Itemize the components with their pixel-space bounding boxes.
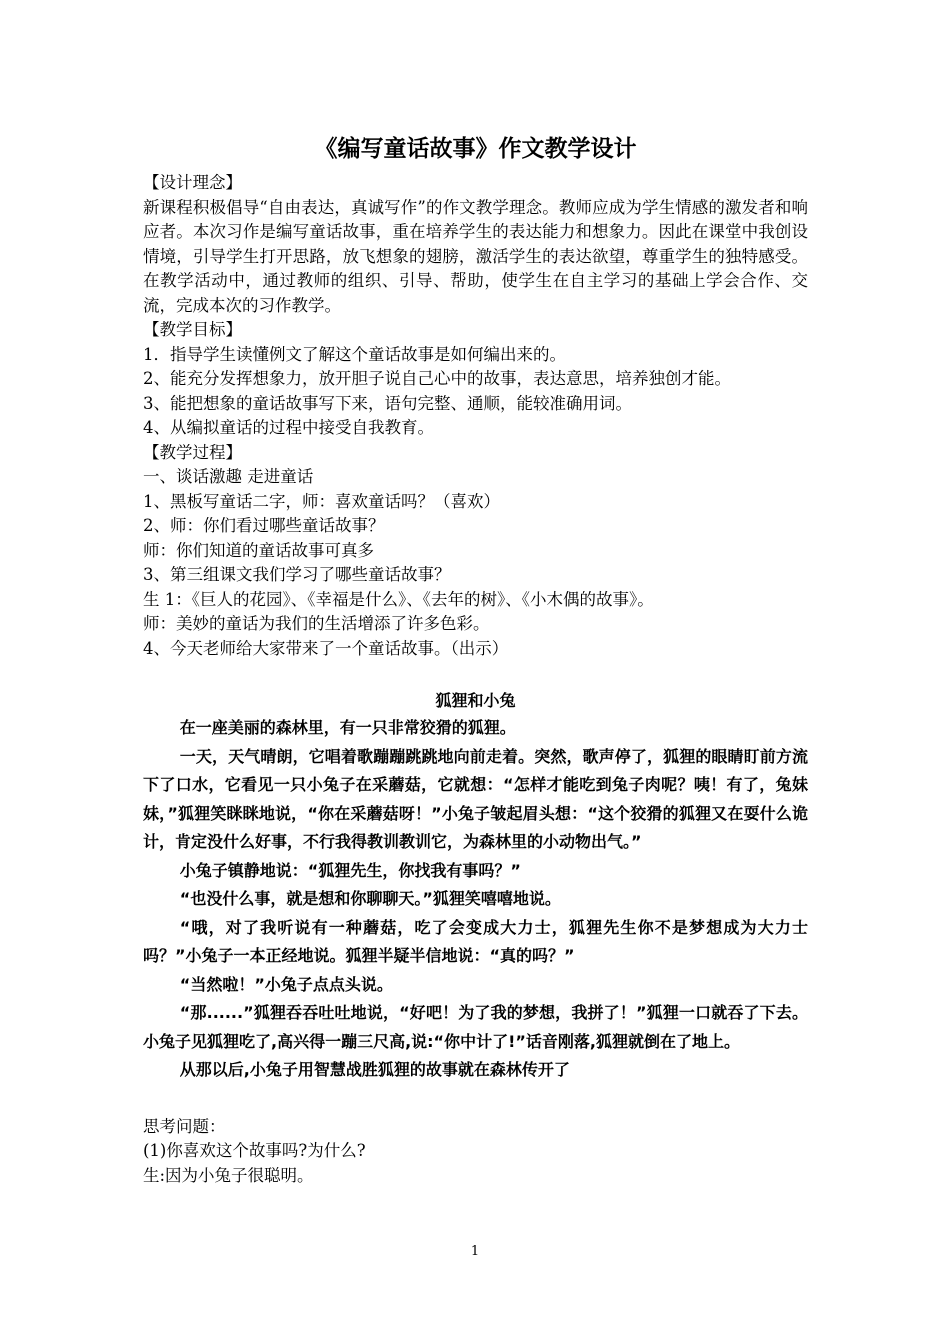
section-heading-teaching-goals: 【教学目标】 xyxy=(143,320,242,339)
document-title: 《编写童话故事》作文教学设计 xyxy=(314,136,637,162)
question-item: (1)你喜欢这个故事吗?为什么? xyxy=(143,1141,366,1160)
process-item: 师：你们知道的童话故事可真多 xyxy=(143,540,374,560)
goal-item: 3、能把想象的童话故事写下来，语句完整、通顺，能较准确用词。 xyxy=(143,393,632,413)
process-item: 4、今天老师给大家带来了一个童话故事。（出示） xyxy=(143,638,509,658)
process-item: 生 1：《巨人的花园》、《幸福是什么》、《去年的树》、《小木偶的故事》。 xyxy=(143,589,654,609)
process-item: 1、黑板写童话二字，师：喜欢童话吗？（喜欢） xyxy=(143,491,500,511)
story-paragraph: 一天，天气晴朗，它唱着歌蹦蹦跳跳地向前走着。突然，歌声停了，狐狸的眼睛盯前方流下了口水，它看见一只小兔子在采蘑菇，它就想：“怎样才能吃到兔子肉呢？咦！有了，兔妹妹，”狐狸笑眯眯地说，“你在采蘑菇呀！”小兔子皱起眉头想：“这个狡猾的狐狸又在耍什么诡计，肯定没什么好事，不行我得教训教训它，为森林里的小动物出气。” xyxy=(143,746,808,851)
goal-item: 2、能充分发挥想象力，放开胆子说自己心中的故事，表达意思，培养独创才能。 xyxy=(143,369,731,388)
question-item: 生:因为小兔子很聪明。 xyxy=(143,1165,314,1185)
process-item: 2、师：你们看过哪些童话故事？ xyxy=(143,516,385,535)
process-item: 师：美妙的童话为我们的生活增添了许多色彩。 xyxy=(143,614,490,633)
page-content xyxy=(143,132,808,1188)
questions-heading: 思考问题： xyxy=(143,1116,226,1136)
design-concept-paragraph: 新课程积极倡导“自由表达，真诚写作”的作文教学理念。教师应成为学生情感的激发者和响应者。本次习作是编写童话故事，重在培养学生的表达能力和想象力。因此在课堂中我创设情境，引导学生打开思路，放飞想象的翅膀，激活学生的表达欲望，尊重学生的独特感受。在教学活动中，通过教师的组织、引导、帮助，使学生在自主学习的基础上学会合作、交流，完成本次的习作教学。 xyxy=(143,197,808,315)
section-heading-design-concept: 【设计理念】 xyxy=(143,173,242,192)
story-paragraph: “当然啦！”小兔子点点头说。 xyxy=(179,974,393,994)
goal-item: 1．指导学生读懂例文了解这个童话故事是如何编出来的。 xyxy=(143,344,566,364)
process-item: 一、谈话激趣 走进童话 xyxy=(143,467,314,486)
story-paragraph: 小兔子镇静地说：“狐狸先生，你找我有事吗？” xyxy=(179,860,521,880)
spacer xyxy=(143,661,808,686)
story-title: 狐狸和小兔 xyxy=(435,691,516,710)
story-paragraph: “哦，对了我听说有一种蘑菇，吃了会变成大力士，狐狸先生你不是梦想成为大力士吗？”小兔子一本正经地说。狐狸半疑半信地说：“真的吗？” xyxy=(143,917,808,965)
goal-item: 4、从编拟童话的过程中接受自我教育。 xyxy=(143,418,434,437)
story-paragraph: 从那以后,小兔子用智慧战胜狐狸的故事就在森林传开了 xyxy=(179,1060,570,1079)
story-block xyxy=(143,688,808,1085)
story-paragraph: “也没什么事，就是想和你聊聊天。”狐狸笑嘻嘻地说。 xyxy=(179,889,561,908)
process-item: 3、第三组课文我们学习了哪些童话故事？ xyxy=(143,565,451,584)
spacer xyxy=(143,1085,808,1115)
page-number: 1 xyxy=(470,1244,480,1259)
story-paragraph: 在一座美丽的森林里，有一只非常狡猾的狐狸。 xyxy=(179,718,516,737)
section-heading-teaching-process: 【教学过程】 xyxy=(143,442,242,462)
story-paragraph: “那......”狐狸吞吞吐吐地说，“好吧！为了我的梦想，我拼了！”狐狸一口就吞了下去。小兔子见狐狸吃了,高兴得一蹦三尺高,说:“你中计了!”话音刚落,狐狸就倒在了地上。 xyxy=(143,1003,808,1051)
